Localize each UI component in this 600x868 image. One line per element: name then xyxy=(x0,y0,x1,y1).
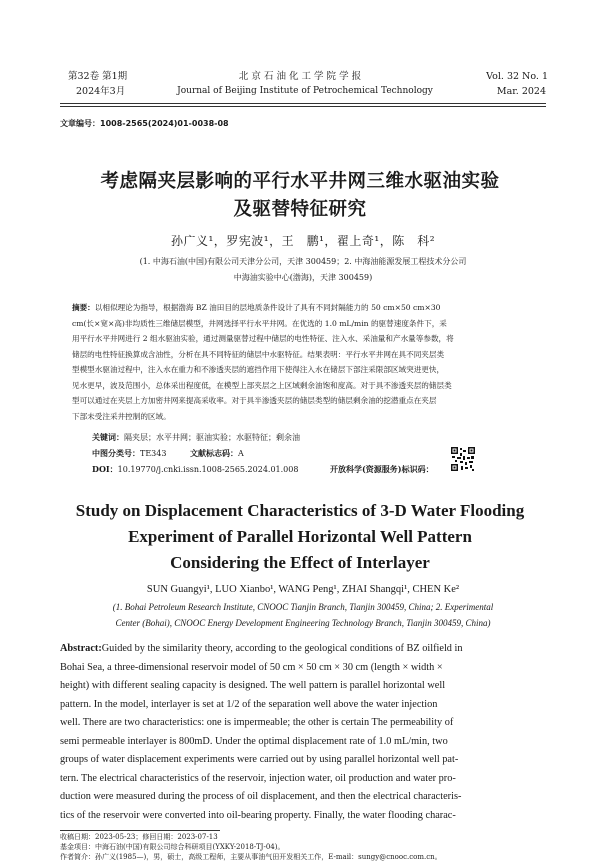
affiliation-en-line2: Center (Bohai), CNOOC Energy Development Engineering Technology Branch, Tianjin 300459, China) xyxy=(115,618,491,628)
abstract-cn-label: 摘要： xyxy=(72,303,95,312)
title-cn-line2: 及驱替特征研究 xyxy=(233,199,367,220)
abstract-cn-line: cm(长×宽×高)非均质性三维储层模型，井网选择平行水平井网。在优选的 1.0 mL/min 的驱替速度条件下，采 xyxy=(72,318,447,328)
abstract-cn-line: 储层的电性特征换算成含油性，分析在具不同特征的储层中水驱特征。结果表明：平行水平井网在具不同夹层类 xyxy=(72,349,445,359)
title-en-line2: Experiment of Parallel Horizontal Well Pattern xyxy=(128,527,472,546)
abstract-cn xyxy=(72,300,542,424)
abstract-en-label: Abstract: xyxy=(60,643,102,654)
title-cn-line1: 考虑隔夹层影响的平行水平井网三维水驱油实验 xyxy=(100,171,500,192)
volume-issue-cn: 第32卷 第1期 xyxy=(68,71,128,82)
abstract-cn-line: 下部未受注采井控制的区域。 xyxy=(72,411,171,421)
received-date: 收稿日期：2023-05-23；修回日期：2023-07-13 xyxy=(60,833,218,841)
authors-cn: 孙广义¹，罗宪波¹，王 鹏¹，翟上奇¹，陈 科² xyxy=(170,234,436,248)
journal-name-cn: 北 京 石 油 化 工 学 院 学 报 xyxy=(238,71,362,82)
abstract-en-line: groups of water displacement experiments were carried out by using parallel horizontal well pat- xyxy=(60,754,459,765)
clc-number: 中图分类号：TE343 xyxy=(92,448,167,458)
issue-date-en: Mar. 2024 xyxy=(496,86,546,97)
authors-en: SUN Guangyi¹, LUO Xianbo¹, WANG Peng¹, ZHAI Shangqi¹, CHEN Ke² xyxy=(146,584,460,595)
abstract-en-line: Abstract:Guided by the similarity theory, according to the geological conditions of BZ oilfield in xyxy=(60,643,463,654)
issue-date-cn: 2024年3月 xyxy=(76,86,126,97)
abstract-cn-line: 见水更早，波及范围小，总体采出程度低，在模型上部夹层之上区域剩余油饱和度高。对于具不渗透夹层的储层类 xyxy=(72,380,452,390)
abstract-en-line: semi permeable interlayer is 800mD. Under the optimal displacement rate of 1.0 mL/min, two xyxy=(60,735,448,747)
keywords-cn: 关键词：隔夹层；水平井网；驱油实验；水驱特征；剩余油 xyxy=(92,432,300,442)
article-number: 文章编号：1008-2565(2024)01-0038-08 xyxy=(60,119,229,128)
affiliation-cn-line1: (1. 中海石油(中国)有限公司天津分公司，天津 300459；2. 中海油能源发展工程技术分公司 xyxy=(139,257,467,266)
abstract-en-line: well. There are two characteristics: one is impermeable; the other is certain The permeability of xyxy=(60,717,454,728)
header-rule xyxy=(60,103,546,104)
qr-code-icon[interactable] xyxy=(450,446,476,472)
volume-issue-en: Vol. 32 No. 1 xyxy=(486,71,548,82)
abstract-en-line: tern. The electrical characteristics of the reservoir, injection water, oil production and water pro- xyxy=(60,772,456,784)
abstract-cn-line: 型可以通过在夹层上方加密井网来提高采收率。对于具半渗透夹层的储层类型的储层剩余油的挖潜重点在夹层 xyxy=(72,396,437,405)
doi: DOI：10.19770/j.cnki.issn.1008-2565.2024.01.008 xyxy=(92,464,299,474)
fund-info: 基金项目：中海石油(中国)有限公司综合科研项目(YXKY-2018-TJ-04)。 xyxy=(60,843,285,851)
abstract-en-line: pattern. In the model, interlayer is set at 1/2 of the separation well above the water injection xyxy=(60,698,438,710)
abstract-en-line: tics of the reservoir were converted into oil-bearing property. Finally, the water flooding charac- xyxy=(60,809,456,821)
title-en-line1: Study on Displacement Characteristics of 3-D Water Flooding xyxy=(75,501,525,520)
footnote-rule xyxy=(60,830,220,831)
abstract-cn-line: 摘要：以相似理论为指导，根据渤海 BZ 油田目的层地质条件设计了具有不同封隔能力的 50 cm×50 cm×30 xyxy=(72,303,441,312)
abstract-cn-line: 用平行水平井网进行 2 组水驱油实验，通过测量驱替过程中储层的电性特征、注入水、采油量和产水量等参数，将 xyxy=(72,334,454,343)
osid-label: 开放科学(资源服务)标识码： xyxy=(330,464,434,474)
document-code: 文献标志码：A xyxy=(190,448,244,458)
author-bio: 作者简介：孙广义(1985—)，男，硕士，高级工程师，主要从事油气田开发相关工作，E-mail：sungy@cnooc.com.cn。 xyxy=(60,853,442,861)
abstract-en-line: duction were measured during the process of oil displacement, and then the electrical characteris- xyxy=(60,791,462,802)
affiliation-cn-line2: 中海油实验中心(渤海)，天津 300459) xyxy=(233,273,373,282)
title-en-line3: Considering the Effect of Interlayer xyxy=(170,553,430,572)
journal-name-en: Journal of Beijing Institute of Petrochemical Technology xyxy=(177,86,433,96)
footnotes xyxy=(60,832,546,862)
affiliation-en-line1: (1. Bohai Petroleum Research Institute, CNOOC Tianjin Branch, Tianjin 300459, China; 2. Experimental xyxy=(112,602,494,612)
abstract-cn-line: 型模型水驱油过程中，注入水在重力和不渗透夹层的遮挡作用下使得注入水在储层下部注采限部区域突进更快， xyxy=(72,365,445,374)
abstract-en-line: height) with different sealing capacity is designed. The well pattern is parallel horizontal well xyxy=(60,680,446,691)
abstract-en xyxy=(60,640,546,825)
abstract-en-line: Bohai Sea, a three-dimensional reservoir model of 50 cm × 50 cm × 30 cm (length × width × xyxy=(60,661,443,673)
header-rule-thin xyxy=(60,106,546,107)
